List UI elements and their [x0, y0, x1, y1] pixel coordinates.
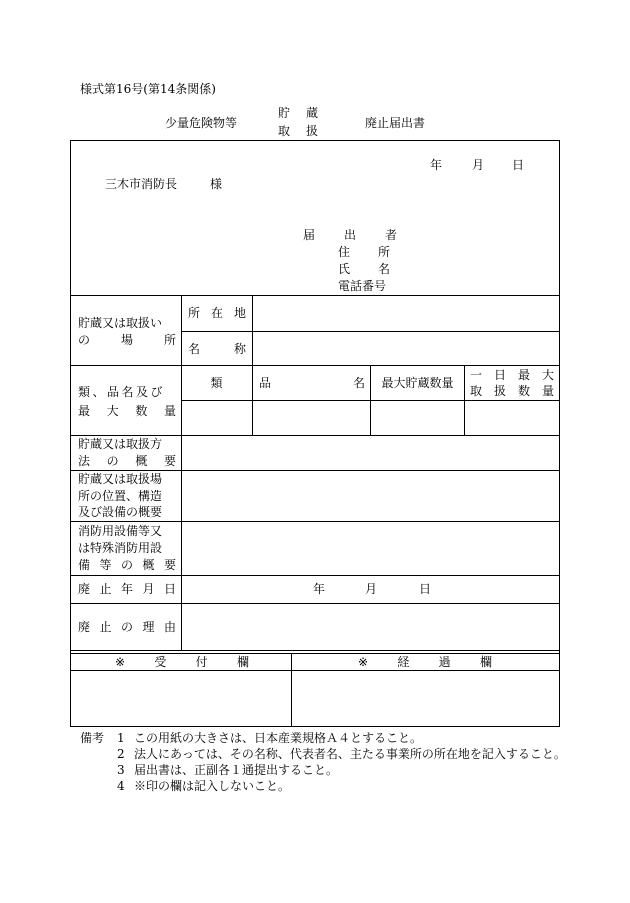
reason-label-d: 理	[142, 620, 155, 634]
address-sub-label	[188, 306, 246, 320]
abolish-date-b: 止	[99, 582, 112, 596]
col-item-header-b: 名	[353, 376, 366, 390]
form-number: 様式第16号(第14条関係)	[80, 82, 216, 96]
reception-d: 欄	[236, 655, 249, 669]
title-mid-bottom	[278, 124, 318, 138]
kind-label-line1: 類、品名及び	[78, 385, 166, 399]
col-daily-e: 取	[470, 384, 483, 398]
note-2-num: 2	[117, 747, 125, 761]
facility-label-line2: 所の位置、構造	[78, 489, 163, 503]
reception-a: ※	[115, 655, 126, 669]
col-daily-a: 一	[470, 368, 483, 382]
reception-label	[115, 655, 249, 669]
note-3-text: 届出書は、正副各１通提出すること。	[134, 763, 339, 777]
phone-label: 電話番号	[338, 279, 387, 293]
col-daily-g: 数	[517, 384, 530, 398]
name-label-a: 氏	[338, 262, 351, 276]
method-label-line1: 貯蔵又は取扱方	[78, 437, 163, 451]
reason-label-e: 由	[163, 620, 176, 634]
method-label-b: の	[106, 454, 119, 468]
col-max-storage-header: 最大貯蔵数量	[381, 376, 454, 390]
note-1-text: この用紙の大きさは、日本産業規格Ａ４とすること。	[134, 731, 423, 745]
abolish-date-a: 廃	[78, 582, 91, 596]
col-daily-d: 大	[541, 368, 554, 382]
title-left: 少量危険物等	[165, 116, 238, 130]
notifier-label-b: 出	[343, 228, 356, 242]
kind-label-b: 大	[106, 404, 119, 418]
fire-label-b: 等	[99, 558, 112, 572]
col-item-header-a: 品	[259, 376, 272, 390]
reason-label-c: の	[120, 620, 133, 634]
address-sub-c: 地	[233, 306, 246, 320]
kind-label-d: 量	[163, 404, 176, 418]
date-month: 月	[472, 158, 485, 172]
date-year: 年	[430, 158, 443, 172]
address-label-b: 所	[377, 245, 390, 259]
location-label-a: の	[78, 333, 91, 347]
fire-label-a: 備	[78, 558, 91, 572]
progress-a: ※	[358, 655, 369, 669]
progress-c: 過	[438, 655, 451, 669]
reason-label-a: 廃	[78, 620, 91, 634]
notifier-label	[303, 228, 397, 242]
col-daily-c: 最	[517, 368, 530, 382]
col-daily-b: 日	[493, 368, 506, 382]
address-sub-a: 所	[188, 306, 201, 320]
fire-label-line1: 消防用設備等又	[78, 524, 163, 538]
name-label-b: 名	[377, 262, 390, 276]
fire-label-line3	[78, 558, 176, 572]
fire-label-c: の	[120, 558, 133, 572]
fire-label-e: 要	[163, 558, 176, 572]
kind-label-line2	[78, 404, 176, 418]
notifier-label-c: 者	[384, 228, 397, 242]
addressee-honorific: 様	[210, 177, 223, 191]
abolish-day: 日	[419, 582, 432, 596]
address-sub-b: 在	[210, 306, 223, 320]
note-1-num: 1	[117, 731, 125, 745]
col-daily-f: 扱	[493, 384, 506, 398]
note-4-num: 4	[117, 779, 125, 793]
name-sub-label	[188, 342, 246, 356]
location-label-line1: 貯蔵又は取扱い	[78, 316, 163, 330]
abolish-date-e: 日	[163, 582, 176, 596]
name-sub-a: 名	[188, 342, 201, 356]
facility-label-line3: 及び設備の概要	[78, 505, 163, 519]
reason-label-b: 止	[99, 620, 112, 634]
reception-c: 付	[195, 655, 208, 669]
note-3-num: 3	[117, 763, 125, 777]
reason-label	[78, 620, 176, 634]
title-right: 廃止届出書	[365, 116, 426, 130]
title-mid-top-b: 蔵	[305, 106, 318, 120]
col-daily-h: 量	[541, 384, 554, 398]
addressee: 三木市消防長	[105, 177, 178, 191]
abolish-month: 月	[365, 582, 378, 596]
facility-label-line1: 貯蔵又は取扱場	[78, 472, 163, 486]
date-day: 日	[512, 158, 525, 172]
address-label	[338, 245, 390, 259]
title-mid-top	[278, 106, 318, 120]
abolish-date-d: 月	[142, 582, 155, 596]
method-label-c: 概	[135, 454, 148, 468]
method-label-line2	[78, 454, 176, 468]
note-2-text: 法人にあっては、その名称、代表者名、主たる事業所の所在地を記入すること。	[134, 747, 566, 761]
method-label-d: 要	[163, 454, 176, 468]
notifier-label-a: 届	[303, 228, 316, 242]
kind-label-c: 数	[135, 404, 148, 418]
title-mid-top-a: 貯	[278, 106, 291, 120]
location-label-b: 場	[120, 333, 133, 347]
abolish-year: 年	[313, 582, 326, 596]
col-daily-header-line1	[470, 368, 554, 382]
method-label-a: 法	[78, 454, 91, 468]
title-mid-bottom-b: 扱	[305, 124, 318, 138]
name-label	[338, 262, 390, 276]
title-mid-bottom-a: 取	[278, 124, 291, 138]
name-sub-b: 称	[233, 342, 246, 356]
address-label-a: 住	[338, 245, 351, 259]
location-label-line2	[78, 333, 176, 347]
notes-heading: 備考	[80, 731, 105, 745]
progress-label	[358, 655, 492, 669]
progress-d: 欄	[479, 655, 492, 669]
fire-label-d: 概	[142, 558, 155, 572]
location-label-c: 所	[163, 333, 176, 347]
fire-label-line2: は特殊消防用設	[78, 541, 163, 555]
note-4-text: ※印の欄は記入しないこと。	[134, 779, 291, 793]
col-daily-header-line2	[470, 384, 554, 398]
kind-label-a: 最	[78, 404, 91, 418]
col-kind-header: 類	[210, 376, 223, 390]
progress-b: 経	[397, 655, 410, 669]
reception-b: 受	[154, 655, 167, 669]
abolish-date-label	[78, 582, 176, 596]
abolish-date-c: 年	[120, 582, 133, 596]
